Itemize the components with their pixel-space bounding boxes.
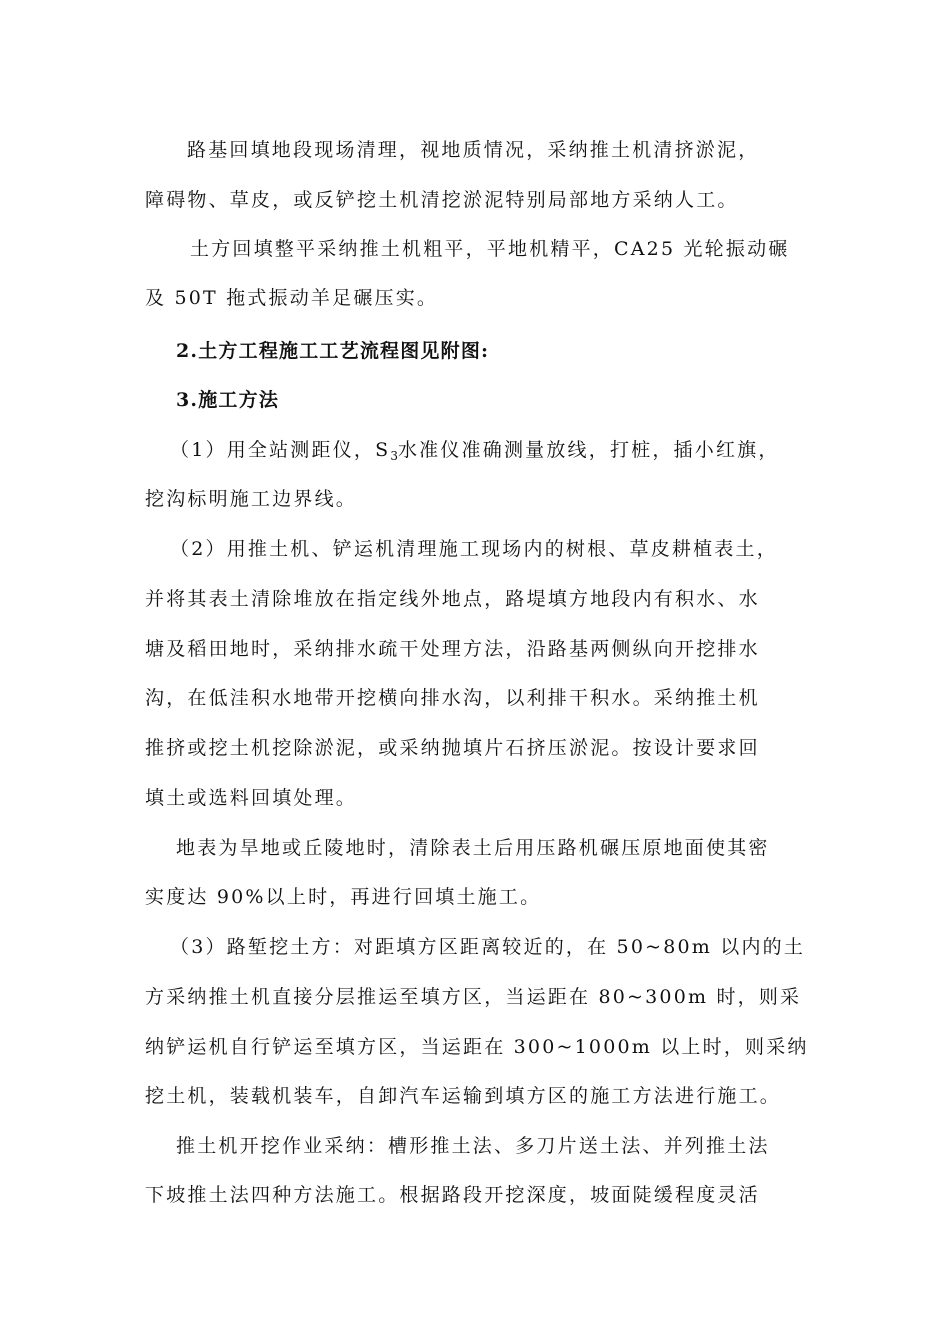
paragraph-line: 塘及稻田地时，采纳排水疏干处理方法，沿路基两侧纵向开挖排水 <box>145 638 760 660</box>
subscript: 3 <box>390 449 398 463</box>
paragraph-line: 实度达 90%以上时，再进行回填土施工。 <box>145 886 542 908</box>
paragraph-line: 并将其表土清除堆放在指定线外地点，路堤填方地段内有积水、水 <box>145 588 760 610</box>
paragraph-line: （3）路堑挖土方：对距填方区距离较近的，在 50~80m 以内的土 <box>170 936 806 958</box>
paragraph-line: 地表为旱地或丘陵地时，清除表土后用压路机碾压原地面使其密 <box>176 837 770 859</box>
paragraph-line: 下坡推土法四种方法施工。根据路段开挖深度，坡面陡缓程度灵活 <box>145 1184 760 1206</box>
paragraph-line: 推土机开挖作业采纳：槽形推土法、多刀片送土法、并列推土法 <box>176 1135 770 1157</box>
paragraph-line <box>170 436 850 470</box>
text-run: 水准仪准确测量放线，打桩，插小红旗， <box>397 439 780 461</box>
paragraph-line: 路基回填地段现场清理，视地质情况，采纳推土机清挤淤泥， <box>187 139 760 161</box>
section-heading: 3.施工方法 <box>176 389 280 411</box>
paragraph-line: 挖土机，装载机装车，自卸汽车运输到填方区的施工方法进行施工。 <box>145 1085 782 1107</box>
text-run: （1）用全站测距仪，S <box>170 439 391 461</box>
paragraph-line: 填土或选料回填处理。 <box>145 787 358 809</box>
paragraph-line: 方采纳推土机直接分层推运至填方区，当运距在 80~300m 时，则采 <box>145 986 802 1008</box>
section-heading: 2.土方工程施工工艺流程图见附图: <box>176 340 490 362</box>
paragraph-line: （2）用推土机、铲运机清理施工现场内的树根、草皮耕植表土， <box>170 538 778 560</box>
paragraph-line: 障碍物、草皮，或反铲挖土机清挖淤泥特别局部地方采纳人工。 <box>145 189 739 211</box>
paragraph-line: 及 50T 拖式振动羊足碾压实。 <box>145 287 439 309</box>
paragraph-line: 沟，在低洼积水地带开挖横向排水沟，以利排干积水。采纳推土机 <box>145 687 760 709</box>
paragraph-line: 土方回填整平采纳推土机粗平，平地机精平，CA25 光轮振动碾 <box>190 238 790 260</box>
paragraph-line: 挖沟标明施工边界线。 <box>145 488 358 510</box>
paragraph-line: 纳铲运机自行铲运至填方区，当运距在 300~1000m 以上时，则采纳 <box>145 1036 809 1058</box>
paragraph-line: 推挤或挖土机挖除淤泥，或采纳抛填片石挤压淤泥。按设计要求回 <box>145 737 760 759</box>
